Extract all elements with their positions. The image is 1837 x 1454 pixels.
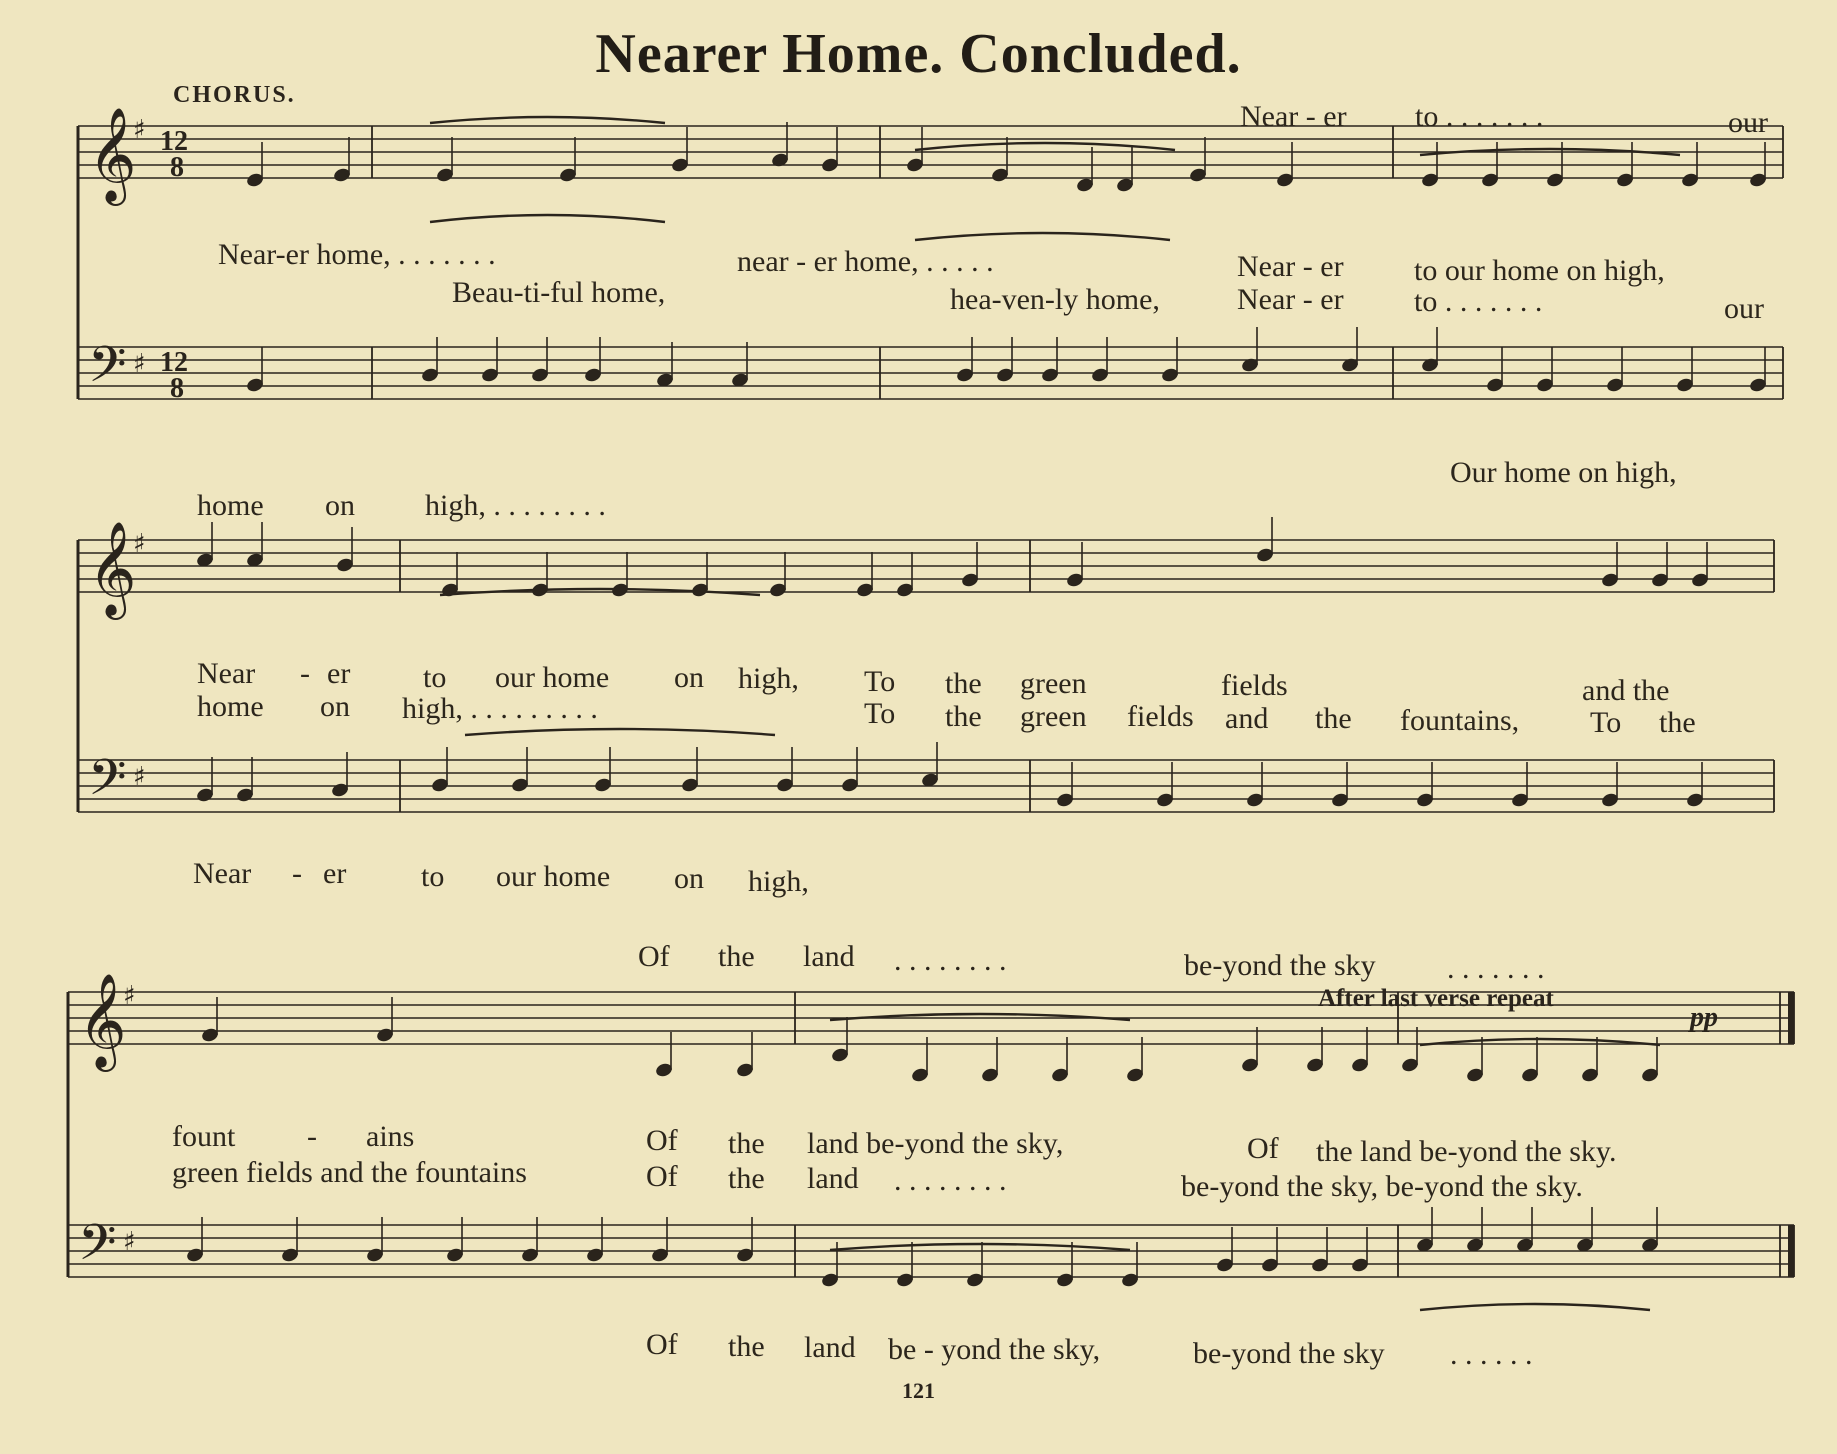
- treble-clef-icon: 𝄞: [88, 521, 137, 616]
- sharp-icon: ♯: [133, 115, 146, 145]
- lyric: to . . . . . . .: [1415, 100, 1544, 133]
- time-signature-numerator: 12: [160, 126, 188, 157]
- final-barline: [1788, 992, 1794, 1044]
- lyric: hea-ven-ly home,: [950, 283, 1160, 316]
- page-number: 121: [902, 1378, 935, 1403]
- lyric: green fields and the fountains: [172, 1156, 527, 1189]
- lyric: Of: [646, 1328, 678, 1361]
- lyric: the: [945, 667, 982, 700]
- sharp-icon: ♯: [133, 349, 146, 379]
- lyric: near - er home, . . . . .: [737, 245, 994, 278]
- lyric: the: [1659, 706, 1696, 739]
- lyric: Near-er home, . . . . . . .: [218, 238, 496, 271]
- lyric: Near - er: [1237, 283, 1344, 316]
- lyric: on: [325, 489, 355, 522]
- lyric: home: [197, 690, 264, 723]
- time-signature-numerator: 12: [160, 347, 188, 378]
- lyric: on: [674, 661, 704, 694]
- lyric: be-yond the sky, be-yond the sky.: [1181, 1170, 1583, 1203]
- sharp-icon: ♯: [133, 762, 146, 792]
- lyric: green: [1020, 700, 1087, 733]
- lyric: . . . . . .: [1450, 1338, 1533, 1371]
- lyric: the: [718, 940, 755, 973]
- final-barline: [1788, 1225, 1794, 1277]
- dynamic-pp: pp: [1690, 1002, 1718, 1033]
- lyric: To: [1590, 706, 1622, 739]
- lyric: high,: [738, 662, 799, 695]
- lyric: Near - er: [1237, 250, 1344, 283]
- lyric: land: [804, 1331, 856, 1364]
- tie-slur: [915, 143, 1175, 150]
- tie-slur: [830, 1244, 1130, 1250]
- sharp-icon: ♯: [133, 529, 146, 559]
- lyric: land: [807, 1162, 859, 1195]
- tie-slur: [1420, 1304, 1650, 1310]
- lyric: Near - er: [1240, 100, 1347, 133]
- lyric: to our home on high,: [1414, 254, 1665, 287]
- lyric: Our home on high,: [1450, 456, 1677, 489]
- lyric: . . . . . . . .: [894, 944, 1007, 977]
- lyric: our: [1728, 106, 1768, 139]
- lyric: our: [1724, 292, 1764, 325]
- lyric: home: [197, 489, 264, 522]
- lyric: the: [728, 1330, 765, 1363]
- lyric: . . . . . . . .: [894, 1164, 1007, 1197]
- lyric: er: [323, 857, 347, 890]
- bass-clef-icon: 𝄢: [88, 749, 127, 819]
- tie-slur: [830, 1014, 1130, 1020]
- page-title: Nearer Home. Concluded.: [595, 23, 1242, 85]
- repeat-direction: After last verse repeat: [1318, 985, 1554, 1012]
- lyric: green: [1020, 667, 1087, 700]
- lyric: high,: [748, 865, 809, 898]
- lyric: Near: [193, 857, 252, 890]
- lyric: to . . . . . . .: [1414, 285, 1543, 318]
- lyric: Of: [646, 1160, 678, 1193]
- lyric: Near: [197, 657, 256, 690]
- treble-clef-icon: 𝄞: [88, 107, 137, 202]
- lyric: . . . . . . .: [1447, 952, 1545, 985]
- lyric: fields: [1221, 669, 1288, 702]
- lyric: -: [300, 657, 310, 690]
- lyric: and: [1225, 702, 1269, 735]
- time-signature-denominator: 8: [170, 152, 184, 183]
- lyric: the: [1315, 702, 1352, 735]
- lyric: Beau-ti-ful home,: [452, 276, 666, 309]
- lyric: fount: [172, 1120, 236, 1153]
- lyric: our home: [496, 860, 611, 893]
- lyric: Of: [638, 940, 670, 973]
- tie-slur: [430, 215, 665, 222]
- chorus-label: CHORUS.: [173, 82, 296, 108]
- lyric: -: [292, 857, 302, 890]
- tie-slur: [430, 117, 665, 123]
- lyric: to: [423, 661, 447, 694]
- lyric: the: [945, 700, 982, 733]
- lyric: -: [307, 1120, 317, 1153]
- lyric: Of: [1247, 1132, 1279, 1165]
- lyric: the: [728, 1162, 765, 1195]
- lyric: To: [864, 665, 896, 698]
- lyric: ains: [366, 1120, 415, 1153]
- lyric: high, . . . . . . . .: [425, 489, 606, 522]
- lyric: er: [327, 657, 351, 690]
- bass-clef-icon: 𝄢: [88, 336, 127, 406]
- lyric: our home: [495, 661, 610, 694]
- sharp-icon: ♯: [123, 981, 136, 1011]
- lyric: to: [421, 860, 445, 893]
- lyric: land: [803, 940, 855, 973]
- tie-slur: [915, 233, 1170, 240]
- lyric: be-yond the sky: [1184, 949, 1376, 982]
- lyric: fields: [1127, 700, 1194, 733]
- lyric: on: [320, 690, 350, 723]
- treble-clef-icon: 𝄞: [78, 973, 127, 1068]
- lyric: fountains,: [1400, 704, 1520, 737]
- time-signature-denominator: 8: [170, 373, 184, 404]
- sharp-icon: ♯: [123, 1227, 136, 1257]
- bass-clef-icon: 𝄢: [78, 1214, 117, 1284]
- tie-slur: [465, 729, 775, 735]
- lyric: the: [728, 1127, 765, 1160]
- lyric: land be-yond the sky,: [807, 1127, 1064, 1160]
- lyric: on: [674, 862, 704, 895]
- lyric: the land be-yond the sky.: [1316, 1135, 1617, 1168]
- lyric: Of: [646, 1124, 678, 1157]
- lyric: high, . . . . . . . . .: [402, 692, 598, 725]
- lyric: be - yond the sky,: [888, 1333, 1101, 1366]
- lyric: and the: [1582, 674, 1670, 707]
- lyric: be-yond the sky: [1193, 1337, 1385, 1370]
- lyric: To: [864, 697, 896, 730]
